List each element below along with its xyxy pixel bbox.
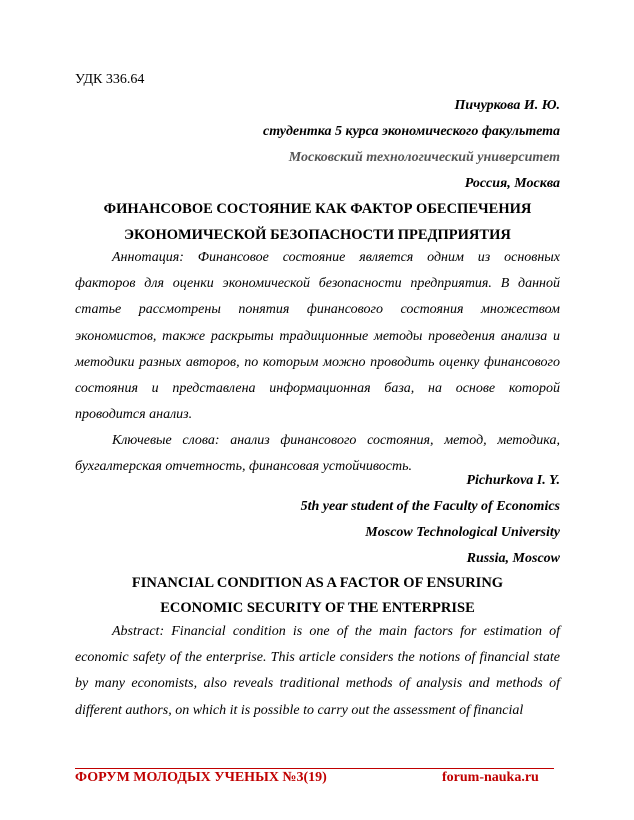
location-en: Russia, Moscow (466, 551, 560, 566)
keywords-ru: Ключевые слова: анализ финансового состояния, метод, методика, бухгалтерская отчетность, финансовая устойчивость. (75, 433, 560, 475)
location-ru: Россия, Москва (464, 176, 560, 191)
title-ru-line1: ФИНАНСОВОЕ СОСТОЯНИЕ КАК ФАКТОР ОБЕСПЕЧЕНИЯ (103, 201, 532, 217)
abstract-ru: Аннотация: Финансовое состояние является одним из основных факторов для оценки экономической безопасности предприятия. В данной статье рассмотрены понятия финансового состояния множеством экономистов, также раскрыты традиционные методы проведения анализа и методики разных авторов, по которым можно проводить оценку финансового состояния и представлена информационная база, на основе которой проводится анализ. (75, 250, 560, 423)
title-en-line1: FINANCIAL CONDITION AS A FACTOR OF ENSURING (131, 575, 504, 591)
university-ru: Московский технологический университет (288, 150, 560, 165)
footer-divider (75, 768, 554, 769)
author-ru: Пичуркова И. Ю. (454, 98, 560, 113)
position-en: 5th year student of the Faculty of Economics (300, 499, 560, 514)
footer-journal: ФОРУМ МОЛОДЫХ УЧЕНЫХ №3(19) (75, 770, 327, 785)
author-en: Pichurkova I. Y. (466, 473, 560, 488)
position-ru: студентка 5 курса экономического факультета (263, 124, 560, 139)
title-ru-line2: ЭКОНОМИЧЕСКОЙ БЕЗОПАСНОСТИ ПРЕДПРИЯТИЯ (124, 227, 511, 243)
abstract-en: Abstract: Financial condition is one of the main factors for estimation of economic safety of the enterprise. This article considers the notions of financial state by many economists, also reveals traditional methods of analysis and methods of different authors, on which it is possible to carry out the assessment of financial (75, 624, 560, 718)
footer-site-link[interactable]: forum-nauka.ru (442, 770, 539, 785)
title-en-line2: ECONOMIC SECURITY OF THE ENTERPRISE (160, 600, 475, 616)
university-en: Moscow Technological University (365, 525, 560, 540)
udc-code: УДК 336.64 (75, 72, 145, 87)
